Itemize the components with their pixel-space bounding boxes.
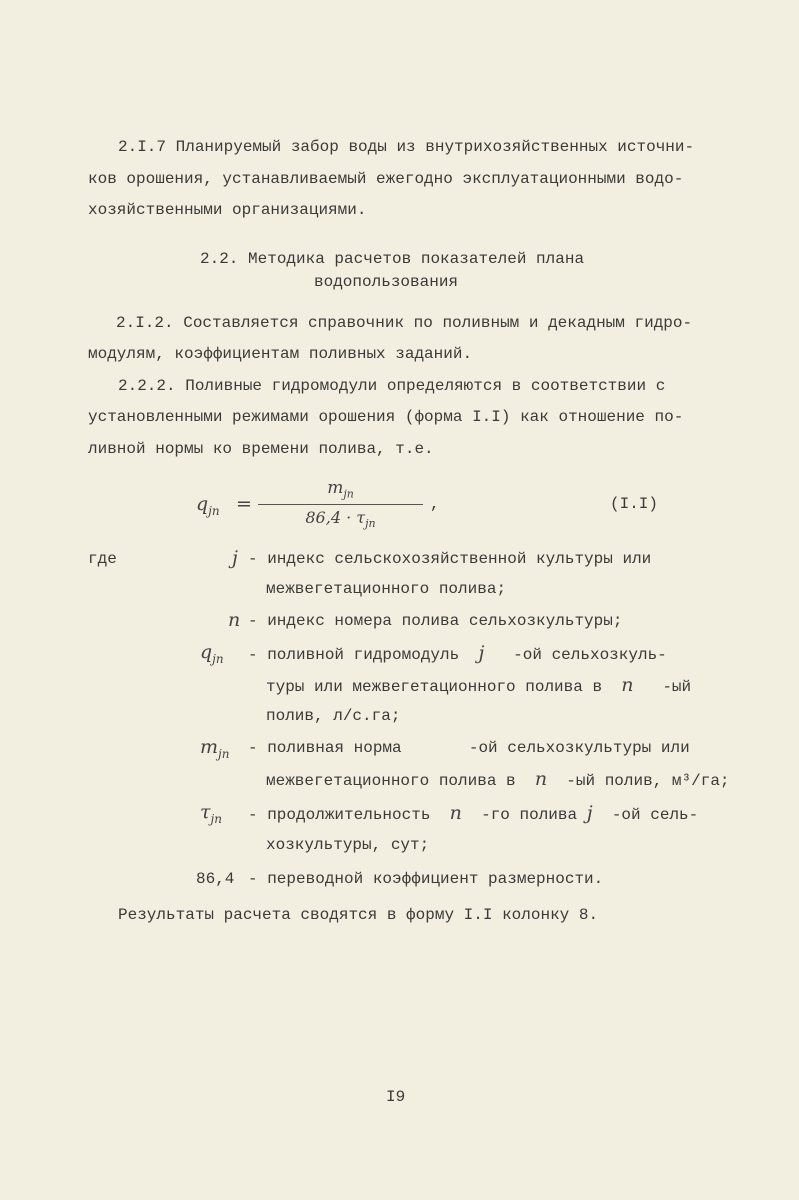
paragraph-2-1-7-line-1: 2.I.7 Планируемый забор воды из внутрихозяйственных источни- — [118, 138, 695, 156]
symbol-86-4: 86,4 — [196, 870, 235, 888]
symbol-m — [200, 736, 229, 761]
paragraph-2-2-2-line-3: ливной нормы ко времени полива, т.е. — [88, 440, 434, 458]
inline-symbol-j: j — [586, 802, 593, 824]
paragraph-2-2-2-line-1: 2.2.2. Поливные гидромодули определяются в соответствии с — [118, 377, 666, 395]
formula-numerator-subscript: jn — [343, 487, 354, 501]
formula-lhs-symbol: q — [196, 493, 209, 515]
inline-symbol-n: n — [449, 802, 462, 824]
definition-j-line-1: - индекс сельскохозяйственной культуры или — [248, 550, 652, 568]
definition-q-line-3: полив, л/с.га; — [266, 707, 401, 725]
symbol-q-letter: q — [200, 641, 213, 663]
formula-number: (I.I) — [610, 495, 659, 513]
paragraph-2-1-2-line-2: модулям, коэффициентам поливных заданий. — [88, 345, 473, 363]
section-heading-line-1: 2.2. Методика расчетов показателей плана — [200, 250, 585, 268]
formula-lhs — [196, 493, 220, 518]
formula-denominator-subscript: jn — [365, 517, 376, 531]
paragraph-2-2-2-line-2: установленными режимами орошения (форма I.I) как отношение по- — [88, 408, 684, 426]
symbol-tau — [200, 801, 222, 826]
symbol-m-subscript: jn — [218, 746, 230, 761]
formula-denominator — [258, 505, 423, 530]
definition-q-line-1: - поливной гидромодуль j -ой сельхозкуль- — [248, 642, 667, 664]
paragraph-2-1-7-line-3: хозяйственными организациями. — [88, 201, 367, 219]
formula-numerator-symbol: m — [327, 478, 344, 498]
symbol-tau-subscript: jn — [210, 811, 222, 826]
symbol-q — [200, 641, 224, 666]
definition-tau-line-1: - продолжительность n -го полива j -ой сель- — [248, 802, 699, 824]
formula-numerator — [258, 478, 423, 505]
definition-j-line-2: межвегетационного полива; — [266, 580, 507, 598]
definition-tau-line-2: хозкультуры, сут; — [266, 836, 430, 854]
formula-denominator-text: 86,4 · τ — [305, 508, 366, 528]
paragraph-2-1-2-line-1: 2.I.2. Составляется справочник по поливным и декадным гидро- — [116, 314, 693, 332]
inline-symbol-n: n — [534, 768, 548, 790]
symbol-n: n — [228, 609, 241, 631]
where-label: где — [88, 550, 117, 568]
result-line: Результаты расчета сводятся в форму I.I колонку 8. — [118, 906, 599, 924]
definition-m-line-1: - поливная норма -ой сельхозкультуры или — [248, 739, 690, 757]
symbol-j: j — [232, 547, 238, 569]
definition-q-line-2: туры или межвегетационного полива в n -ый — [266, 674, 692, 696]
formula-fraction — [258, 478, 423, 531]
definition-86-4-line-1: - переводной коэффициент размерности. — [248, 870, 604, 888]
symbol-tau-letter: τ — [200, 801, 211, 823]
formula-equals: = — [236, 493, 252, 515]
inline-symbol-n: n — [621, 674, 634, 696]
formula-comma: , — [430, 495, 440, 513]
definition-n-line-1: - индекс номера полива сельхозкультуры; — [248, 612, 623, 630]
definition-m-line-2: межвегетационного полива в n -ый полив, м³/га; — [266, 768, 730, 790]
paragraph-2-1-7-line-2: ков орошения, устанавливаемый ежегодно эксплуатационными водо- — [88, 170, 684, 188]
page-number: I9 — [386, 1088, 406, 1106]
symbol-m-letter: m — [200, 736, 219, 758]
inline-symbol-j: j — [478, 642, 485, 664]
symbol-q-subscript: jn — [212, 651, 224, 666]
section-heading-line-2: водопользования — [314, 273, 459, 291]
formula-lhs-subscript: jn — [208, 503, 220, 518]
